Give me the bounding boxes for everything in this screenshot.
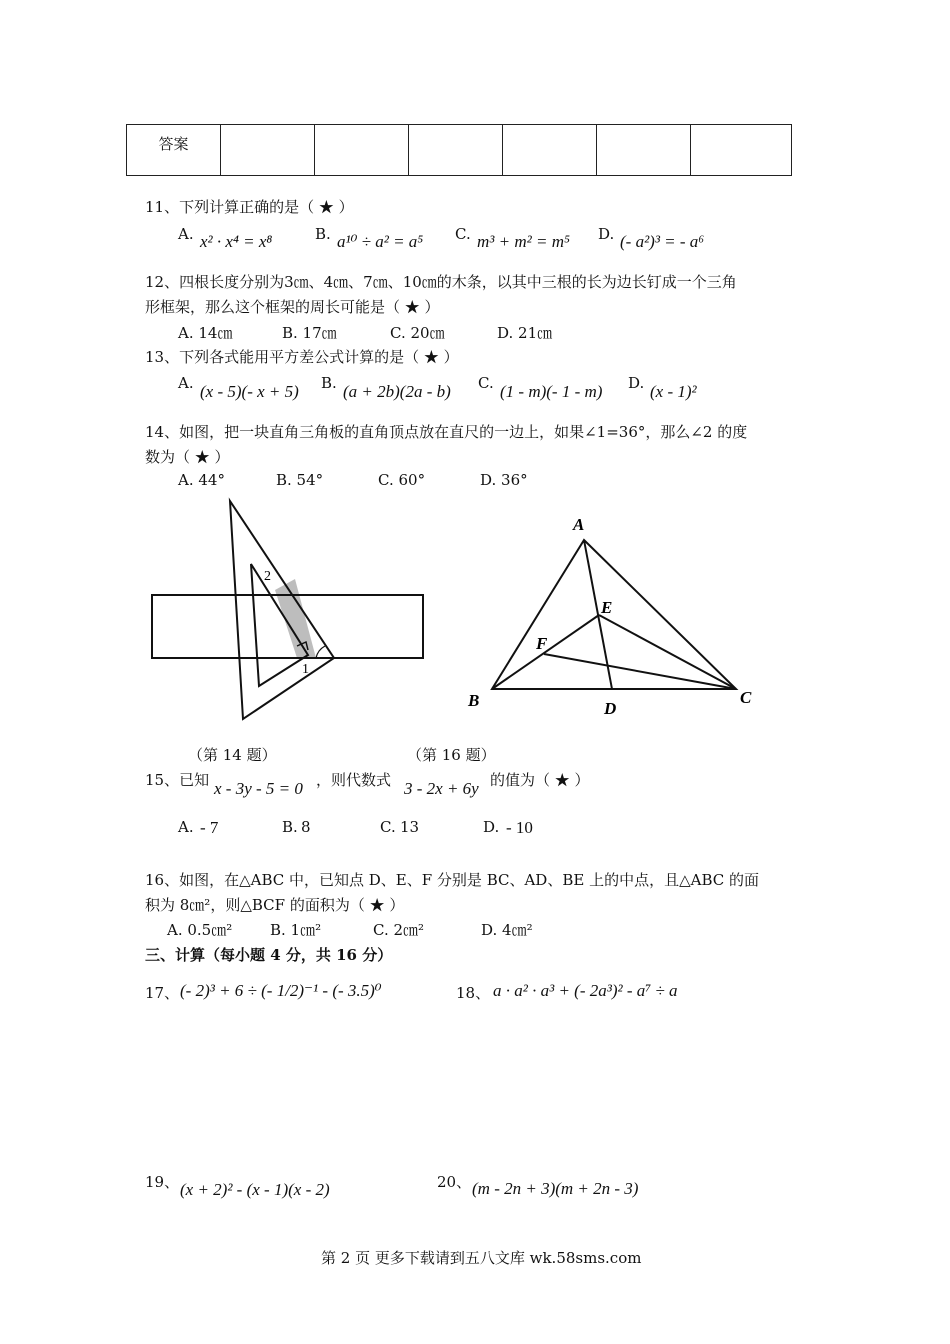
q15-option-d: - 10 xyxy=(506,818,533,837)
q11-option-d-letter: D. xyxy=(598,225,615,243)
answer-cell[interactable] xyxy=(597,125,691,176)
q20-number: 20、 xyxy=(437,1173,472,1191)
q14-stem-line1: 14、如图，把一块直角三角板的直角顶点放在直尺的一边上，如果∠1=36°，那么∠2 的度 xyxy=(145,423,748,441)
q15-option-c-letter: C. xyxy=(380,818,396,836)
q14-option-b: B. 54° xyxy=(276,471,324,489)
q12-option-a: A. 14㎝ xyxy=(178,324,233,342)
q19-number: 19、 xyxy=(145,1173,180,1191)
q17-expr: (- 2)³ + 6 ÷ (- 1/2)⁻¹ - (- 3.5)⁰ xyxy=(180,981,382,1000)
q15-stem-post: 的值为（ ★ ） xyxy=(490,771,590,789)
q15-stem-pre: 15、已知 xyxy=(145,771,210,789)
q16-option-d: D. 4㎝² xyxy=(481,921,533,939)
q11-option-a-letter: A. xyxy=(178,225,194,243)
point-d-label: D xyxy=(604,699,617,718)
q18-number: 18、 xyxy=(456,984,491,1002)
q19-expr: (x + 2)² - (x - 1)(x - 2) xyxy=(180,1180,330,1199)
angle-2-shade xyxy=(275,579,316,658)
answer-label: 答案 xyxy=(127,125,221,176)
q13-option-b: (a + 2b)(2a - b) xyxy=(343,382,451,401)
angle-1-label: 1 xyxy=(302,662,309,677)
q12-option-b: B. 17㎝ xyxy=(282,324,337,342)
q15-stem-mid: ，则代数式 xyxy=(316,771,392,789)
q11-option-c: m³ + m² = m⁵ xyxy=(477,232,570,251)
figure-16 xyxy=(460,510,770,725)
q14-option-d: D. 36° xyxy=(480,471,528,489)
vertex-a-label: A xyxy=(573,515,585,534)
q11-option-c-letter: C. xyxy=(455,225,471,243)
q16-option-b: B. 1㎝² xyxy=(270,921,322,939)
vertex-b-label: B xyxy=(468,691,480,710)
q15-given: x - 3y - 5 = 0 xyxy=(214,779,303,798)
q11-stem: 11、下列计算正确的是（ ★ ） xyxy=(145,198,354,216)
point-e-label: E xyxy=(601,598,613,617)
q15-option-a: - 7 xyxy=(200,818,219,837)
q16-stem-line2: 积为 8㎝²，则△BCF 的面积为（ ★ ） xyxy=(145,896,405,914)
q16-option-c: C. 2㎝² xyxy=(373,921,425,939)
q16-option-a: A. 0.5㎝² xyxy=(167,921,233,939)
q18-expr: a · a² · a³ + (- 2a³)² - a⁷ ÷ a xyxy=(493,981,678,1000)
q15-option-d-letter: D. xyxy=(483,818,500,836)
q12-option-d: D. 21㎝ xyxy=(497,324,553,342)
q13-option-c-letter: C. xyxy=(478,374,494,392)
figure-14 xyxy=(140,495,440,730)
answer-cell[interactable] xyxy=(691,125,792,176)
section-3-title: 三、计算（每小题 4 分，共 16 分） xyxy=(145,946,393,964)
q13-option-a: (x - 5)(- x + 5) xyxy=(200,382,299,401)
page-footer: 第 2 页 更多下载请到五八文库 wk.58sms.com xyxy=(321,1249,642,1267)
q13-option-d-letter: D. xyxy=(628,374,645,392)
angle-2-label: 2 xyxy=(264,569,271,584)
q15-option-c: 13 xyxy=(400,818,420,836)
q15-option-a-letter: A. xyxy=(178,818,194,836)
q13-stem: 13、下列各式能用平方差公式计算的是（ ★ ） xyxy=(145,348,459,366)
q12-stem-line1: 12、四根长度分别为3㎝、4㎝、7㎝、10㎝的木条，以其中三根的长为边长钉成一个三角 xyxy=(145,273,737,291)
q13-option-a-letter: A. xyxy=(178,374,194,392)
vertex-c-label: C xyxy=(740,688,752,707)
q12-option-c: C. 20㎝ xyxy=(390,324,445,342)
q11-option-b-letter: B. xyxy=(315,225,331,243)
q14-stem-line2: 数为（ ★ ） xyxy=(145,448,230,466)
q11-option-d: (- a²)³ = - a⁶ xyxy=(620,232,705,251)
q11-option-a: x² · x⁴ = x⁸ xyxy=(200,232,273,251)
answer-cell[interactable] xyxy=(221,125,315,176)
q14-option-c: C. 60° xyxy=(378,471,426,489)
q14-option-a: A. 44° xyxy=(178,471,225,489)
q15-option-b: 8 xyxy=(301,818,311,836)
segment-ec xyxy=(599,615,736,689)
q17-number: 17、 xyxy=(145,984,180,1002)
answer-cell[interactable] xyxy=(315,125,409,176)
figure-14-caption: （第 14 题） xyxy=(188,746,277,764)
figure-16-caption: （第 16 题） xyxy=(407,746,496,764)
q13-option-c: (1 - m)(- 1 - m) xyxy=(500,382,603,401)
q15-option-b-letter: B. xyxy=(282,818,298,836)
q13-option-d: (x - 1)² xyxy=(650,382,697,401)
q16-stem-line1: 16、如图，在△ABC 中，已知点 D、E、F 分别是 BC、AD、BE 上的中点，且△ABC 的面 xyxy=(145,871,759,889)
angle-1-arc xyxy=(316,646,325,658)
answer-table xyxy=(126,124,792,176)
q12-stem-line2: 形框架，那么这个框架的周长可能是（ ★ ） xyxy=(145,298,440,316)
segment-fc xyxy=(544,654,736,689)
answer-cell[interactable] xyxy=(503,125,597,176)
answer-cell[interactable] xyxy=(409,125,503,176)
q11-option-b: a¹⁰ ÷ a² = a⁵ xyxy=(337,232,424,251)
point-f-label: F xyxy=(536,634,548,653)
q15-expr: 3 - 2x + 6y xyxy=(404,779,479,798)
q20-expr: (m - 2n + 3)(m + 2n - 3) xyxy=(472,1179,639,1198)
q13-option-b-letter: B. xyxy=(321,374,337,392)
